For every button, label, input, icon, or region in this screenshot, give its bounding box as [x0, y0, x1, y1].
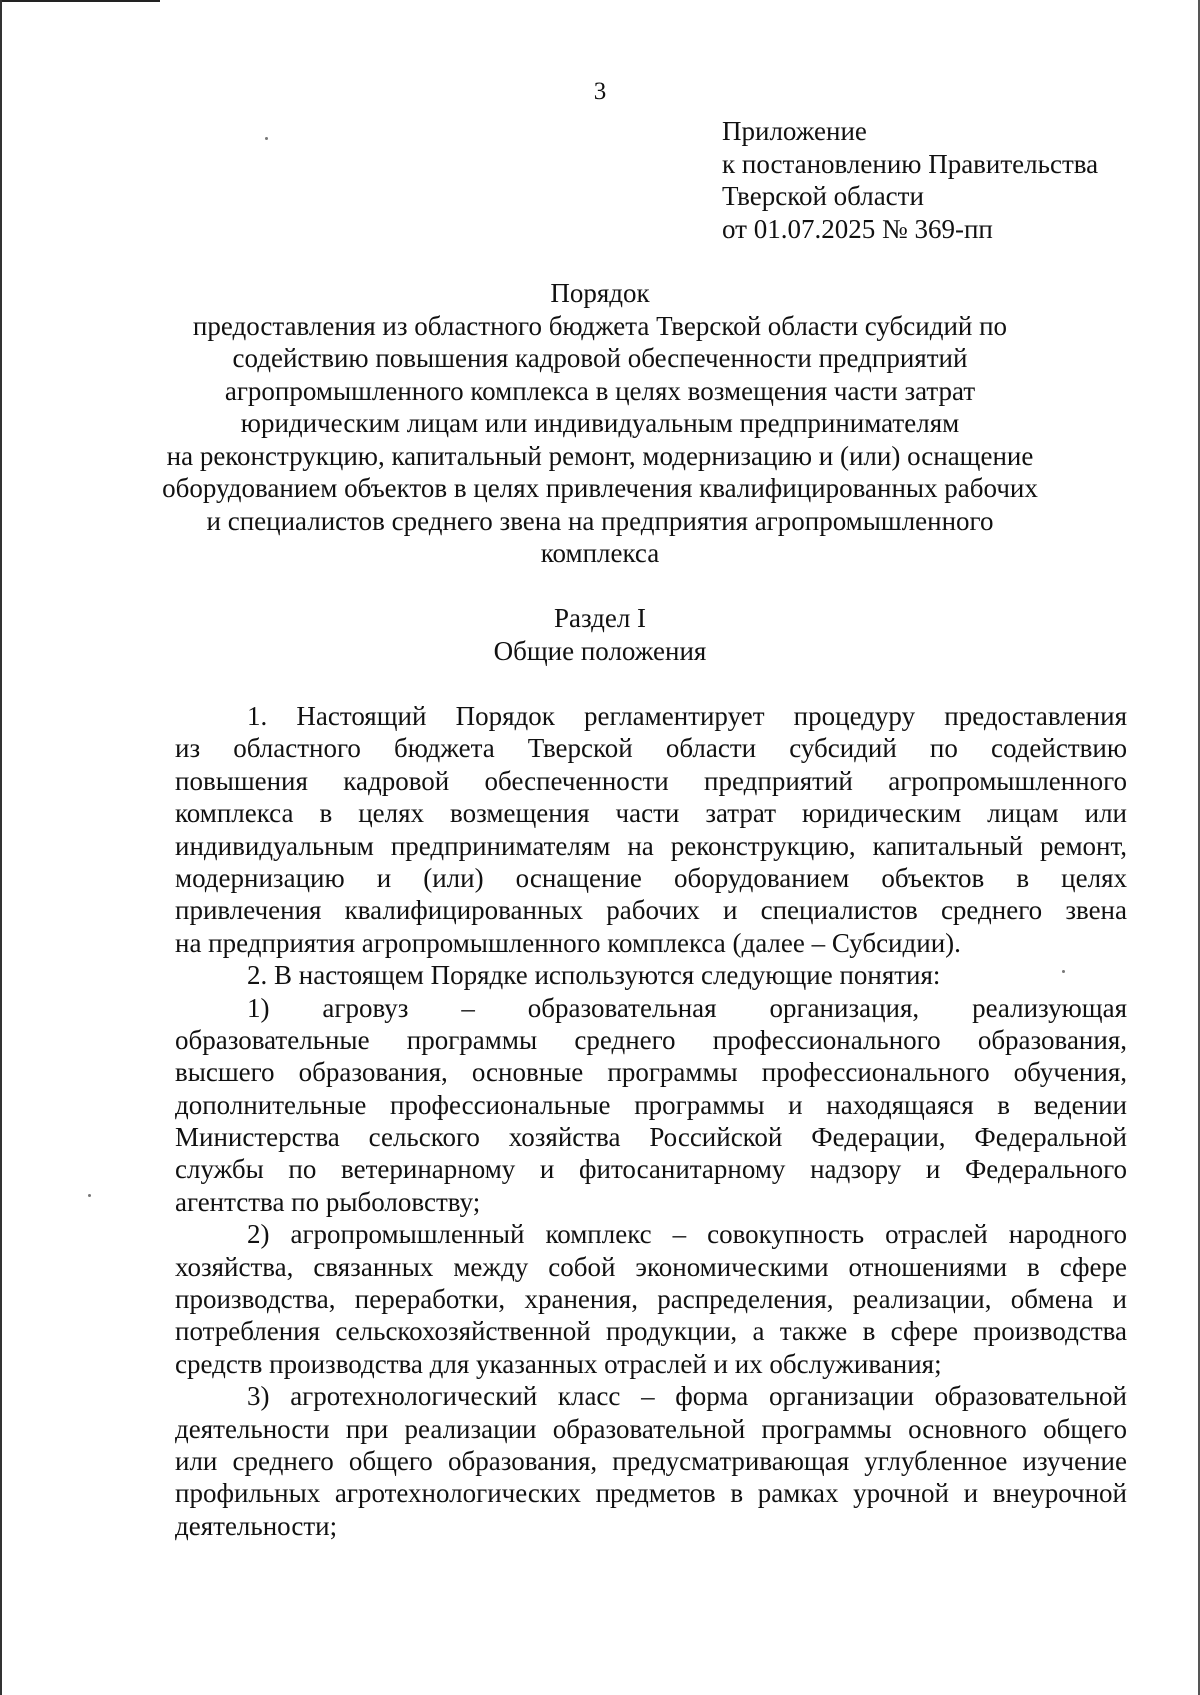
body-line: комплекса в целях возмещения части затрат юридическим лицам или: [175, 798, 1127, 829]
scan-edge-left: [0, 0, 2, 1695]
scan-edge-top: [0, 0, 160, 2]
title-line: содействию повышения кадровой обеспеченности предприятий: [232, 343, 968, 373]
body-line: высшего образования, основные программы профессионального обучения,: [175, 1057, 1127, 1088]
title-line: и специалистов среднего звена на предприятия агропромышленного: [206, 505, 994, 536]
body-line: средств производства для указанных отраслей и их обслуживания;: [175, 1348, 942, 1379]
body-line: повышения кадровой обеспеченности предприятий агропромышленного: [175, 765, 1127, 796]
body-line: хозяйства, связанных между собой экономическими отношениями в сфере: [175, 1251, 1127, 1282]
body-line: 3) агротехнологический класс – форма организации образовательной: [247, 1381, 1127, 1412]
document-body: [175, 700, 1127, 1542]
body-line: производства, переработки, хранения, распределения, реализации, обмена и: [175, 1284, 1127, 1315]
body-line: 1) агровуз – образовательная организация, реализующая: [247, 992, 1127, 1023]
appendix-line: к постановлению Правительства: [722, 148, 1099, 179]
body-line: 1. Настоящий Порядок регламентирует процедуру предоставления: [247, 701, 1127, 731]
body-line: модернизацию и (или) оснащение оборудованием объектов в целях: [175, 862, 1127, 893]
page-number: 3: [593, 78, 607, 105]
document-title: [150, 277, 1050, 570]
title-line: на реконструкцию, капитальный ремонт, модернизацию и (или) оснащение: [166, 440, 1034, 471]
body-line: деятельности при реализации образовательной программы основного общего: [175, 1413, 1127, 1444]
body-line: или среднего общего образования, предусматривающая углубленное изучение: [175, 1445, 1127, 1476]
appendix-line: Приложение: [722, 116, 867, 146]
title-line: агропромышленного комплекса в целях возмещения части затрат: [224, 375, 976, 406]
body-line: профильных агротехнологических предметов в рамках урочной и внеурочной: [175, 1478, 1127, 1509]
appendix-line: от 01.07.2025 № 369-пп: [722, 213, 993, 244]
section-name: Общие положения: [493, 636, 707, 666]
body-line: привлечения квалифицированных рабочих и специалистов среднего звена: [175, 895, 1127, 926]
scan-speck: [88, 1194, 91, 1197]
body-line: агентства по рыболовству;: [175, 1186, 481, 1217]
title-line: предоставления из областного бюджета Тверской области субсидий по: [192, 310, 1008, 341]
body-line: на предприятия агропромышленного комплекса (далее – Субсидии).: [175, 927, 961, 958]
title-line: юридическим лицам или индивидуальным предпринимателям: [240, 408, 960, 438]
body-line: 2. В настоящем Порядке используются следующие понятия:: [247, 960, 941, 991]
scan-speck: [265, 137, 268, 140]
body-line: службы по ветеринарному и фитосанитарному надзору и Федерального: [175, 1154, 1127, 1185]
body-line: из областного бюджета Тверской области субсидий по содействию: [175, 733, 1127, 764]
appendix-line: Тверской области: [722, 181, 924, 211]
title-heading: Порядок: [550, 278, 650, 308]
appendix-header: [722, 115, 1098, 245]
body-line: 2) агропромышленный комплекс – совокупность отраслей народного: [247, 1219, 1127, 1250]
body-line: дополнительные профессиональные программы и находящаяся в ведении: [175, 1089, 1127, 1120]
title-line: комплекса: [540, 538, 660, 568]
section-heading: [150, 602, 1050, 668]
body-line: Министерства сельского хозяйства Российской Федерации, Федеральной: [175, 1122, 1127, 1153]
title-line: оборудованием объектов в целях привлечения квалифицированных рабочих: [162, 473, 1038, 503]
body-line: индивидуальным предпринимателям на реконструкцию, капитальный ремонт,: [175, 830, 1127, 861]
body-line: деятельности;: [175, 1510, 338, 1541]
body-line: образовательные программы среднего профессионального образования,: [175, 1024, 1127, 1055]
body-line: потребления сельскохозяйственной продукции, а также в сфере производства: [175, 1316, 1127, 1347]
section-number: Раздел I: [553, 603, 647, 633]
